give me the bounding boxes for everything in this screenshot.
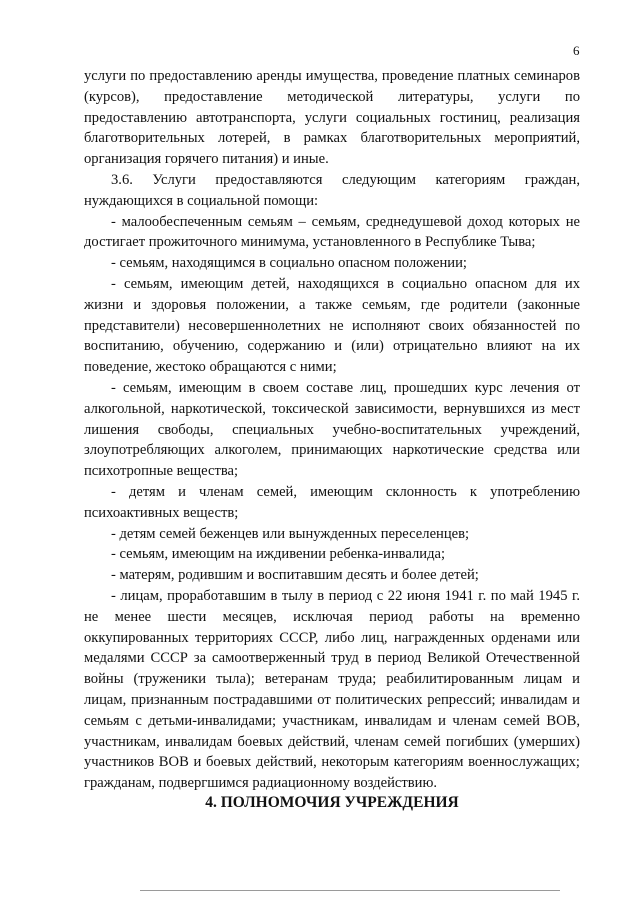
bottom-rule [140, 890, 560, 891]
section-heading: 4. ПОЛНОМОЧИЯ УЧРЕЖДЕНИЯ [205, 794, 459, 811]
list-item-families-danger: - семьям, находящимся в социально опасном положении; [111, 255, 467, 272]
list-item-refugees: - детям семей беженцев или вынужденных переселенцев; [111, 525, 470, 542]
list-item-home-front-workers: - лицам, проработавшим в тылу в период с 22 июня 1941 г. по май 1945 г. не менее шести месяцев, исключая период работы на временно оккупированных территориях СССР, либо лиц, награжденных орденами или медалями СССР за самоотверженный труд в период Великой Отечественной войны (труженики тыла); ветеранам труда; реабилитированным лицам и лицам, признанным пострадавшими от политических репрессий; инвалидам и семьям с детьми-инвалидами; участникам, инвалидам и членам семей ВОВ, участникам, инвалидам боевых действий, членам семей погибших (умерших) участников ВОВ и боевых действий, некоторым категориям военнослужащих; гражданам, подвергшимся радиационному воздействию. [84, 587, 580, 792]
page-number: 6 [573, 43, 580, 58]
list-item-disabled-child: - семьям, имеющим на иждивении ребенка-инвалида; [111, 546, 446, 563]
document-body [84, 66, 580, 794]
list-item-children-substances: - детям и членам семей, имеющим склонность к употреблению психоактивных веществ; [84, 483, 580, 521]
list-item-families-treatment: - семьям, имеющим в своем составе лиц, прошедших курс лечения от алкогольной, наркотической, токсической зависимости, вернувшихся из мест лишения свободы, специальных учебно-воспитательных учреждений, злоупотребляющих алкоголем, принимающих наркотические средства или психотропные вещества; [84, 379, 580, 480]
paragraph-3-6: 3.6. Услуги предоставляются следующим категориям граждан, нуждающихся в социальной помощи: [84, 171, 580, 209]
list-item-mothers: - матерям, родившим и воспитавшим десять и более детей; [111, 567, 479, 584]
list-item-low-income-families: - малообеспеченным семьям – семьям, среднедушевой доход которых не достигает прожиточного минимума, установленного в Республике Тыва; [84, 213, 580, 251]
paragraph-continuation: услуги по предоставлению аренды имущества, проведение платных семинаров (курсов), предоставление методической литературы, услуги по предоставлению автотранспорта, услуги социальных гостиниц, реализация благотворительных лотерей, в рамках благотворительных мероприятий, организация горячего питания) и иные. [84, 68, 580, 168]
list-item-families-with-children: - семьям, имеющим детей, находящихся в социально опасном для их жизни и здоровья положении, а также семьям, где родители (законные представители) несовершеннолетних не исполняют своих обязанностей по воспитанию, обучению, содержанию и (или) отрицательно влияют на их поведение, жестоко обращаются с ними; [84, 275, 580, 376]
